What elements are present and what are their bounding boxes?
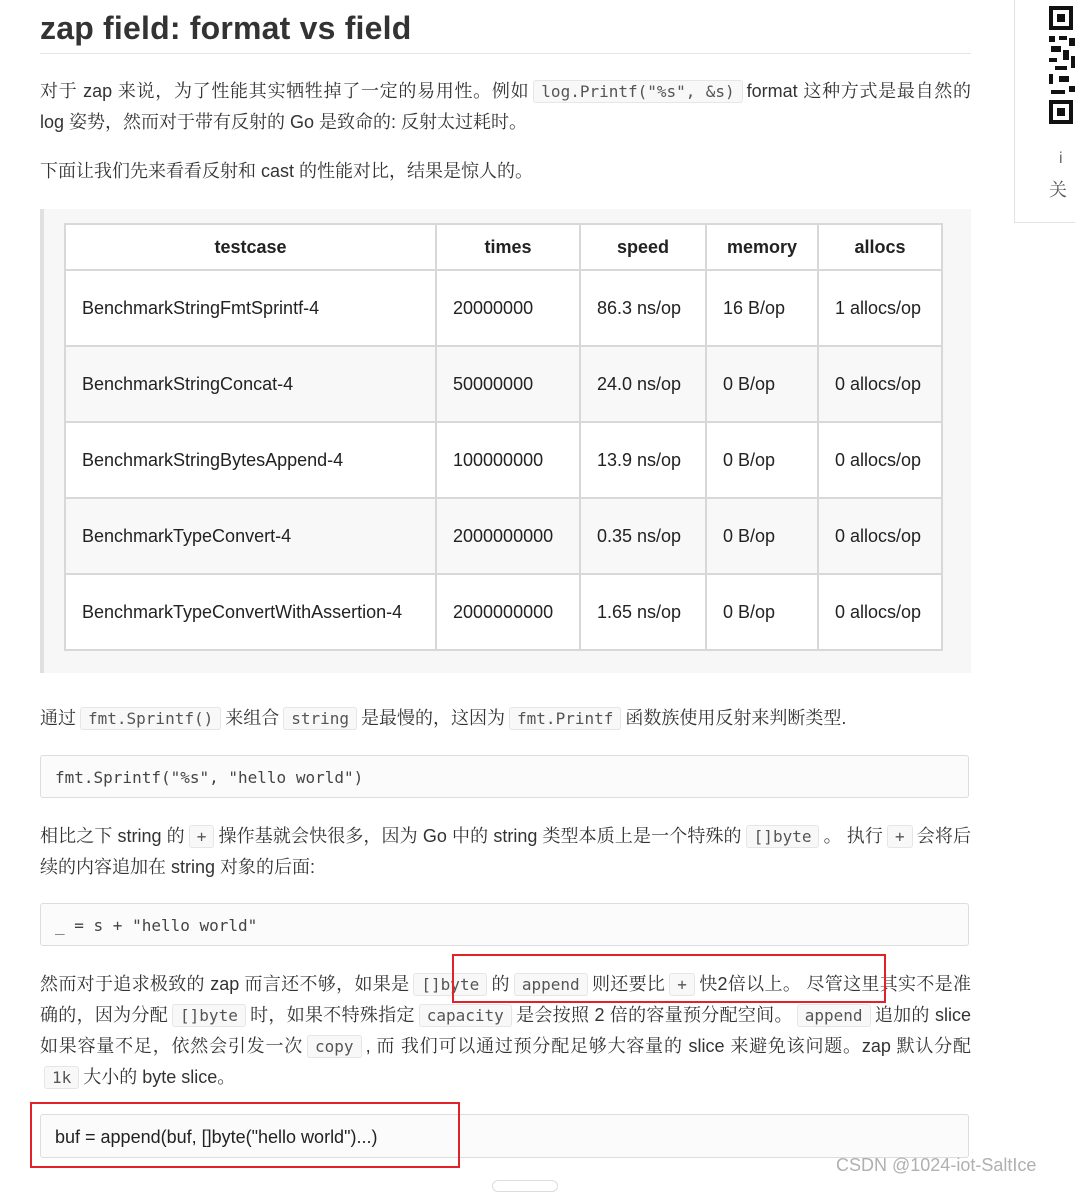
table-row bbox=[65, 574, 942, 650]
inline-code: + bbox=[669, 973, 695, 996]
inline-code: copy bbox=[307, 1035, 362, 1058]
code-block-sprintf: fmt.Sprintf("%s", "hello world") bbox=[40, 755, 969, 798]
inline-code: append bbox=[514, 973, 588, 996]
cell-testcase: BenchmarkStringConcat-4 bbox=[65, 346, 436, 422]
text: 然而对于追求极致的 zap 而言还不够，如果是 bbox=[40, 974, 410, 994]
paragraph-append bbox=[40, 969, 971, 1093]
inline-code: capacity bbox=[419, 1004, 512, 1027]
cell-allocs: 0 allocs/op bbox=[818, 498, 942, 574]
cell-memory: 0 B/op bbox=[706, 574, 818, 650]
cell-memory: 16 B/op bbox=[706, 270, 818, 346]
table-row bbox=[65, 422, 942, 498]
page-title: zap field: format vs field bbox=[40, 0, 971, 54]
paragraph-benchmark-intro: 下面让我们先来看看反射和 cast 的性能对比，结果是惊人的。 bbox=[40, 161, 534, 181]
paragraph-sprintf bbox=[40, 703, 971, 734]
cell-memory: 0 B/op bbox=[706, 498, 818, 574]
inline-code: + bbox=[887, 825, 913, 848]
text: 追加的 slice 如果容量不足，依然会引发一次 bbox=[40, 1005, 972, 1056]
table-row bbox=[65, 270, 942, 346]
text: format 这种方式是最自然的 log 姿势，然而对于带有反射的 Go 是致命的: 反射太过耗时。 bbox=[40, 81, 971, 132]
csdn-watermark: CSDN @1024-iot-SaltIce bbox=[836, 1155, 1037, 1175]
inline-code-log-printf: log.Printf("%s", &s) bbox=[533, 80, 742, 103]
cell-allocs: 1 allocs/op bbox=[818, 270, 942, 346]
text: 是会按照 2 倍的容量预分配空间。 bbox=[515, 1005, 793, 1025]
text: 大小的 byte slice。 bbox=[83, 1067, 236, 1087]
benchmark-table bbox=[64, 223, 943, 651]
column-header-speed: speed bbox=[580, 224, 706, 270]
benchmark-table-image bbox=[40, 209, 971, 673]
cell-times: 100000000 bbox=[436, 422, 580, 498]
text: 通过 bbox=[40, 708, 76, 728]
inline-code: []byte bbox=[413, 973, 487, 996]
cell-speed: 24.0 ns/op bbox=[580, 346, 706, 422]
cell-times: 20000000 bbox=[436, 270, 580, 346]
text: 相比之下 string 的 bbox=[40, 826, 185, 846]
table-row bbox=[65, 346, 942, 422]
text: 是最慢的，这因为 bbox=[361, 708, 506, 728]
inline-code: append bbox=[797, 1004, 871, 1027]
cell-allocs: 0 allocs/op bbox=[818, 422, 942, 498]
cell-times: 2000000000 bbox=[436, 498, 580, 574]
inline-code: 1k bbox=[44, 1066, 79, 1089]
text: 操作基就会快很多，因为 Go 中的 string 类型本质上是一个特殊的 bbox=[218, 826, 742, 846]
text: 的 bbox=[491, 974, 510, 994]
text: 会将后续的内容追加在 string 对象的后面: bbox=[40, 826, 972, 877]
cell-speed: 0.35 ns/op bbox=[580, 498, 706, 574]
text: 对于 zap 来说，为了性能其实牺牲掉了一定的易用性。例如 bbox=[40, 81, 530, 101]
cell-allocs: 0 allocs/op bbox=[818, 346, 942, 422]
bottom-toolbar-button[interactable] bbox=[492, 1180, 558, 1192]
table-header-row bbox=[65, 224, 942, 270]
table-row bbox=[65, 498, 942, 574]
cell-memory: 0 B/op bbox=[706, 346, 818, 422]
cell-memory: 0 B/op bbox=[706, 422, 818, 498]
text: 时，如果不特殊指定 bbox=[249, 1005, 415, 1025]
cell-testcase: BenchmarkStringFmtSprintf-4 bbox=[65, 270, 436, 346]
inline-code: + bbox=[189, 825, 215, 848]
paragraph-intro bbox=[40, 76, 971, 138]
text: 来组合 bbox=[225, 708, 280, 728]
column-header-allocs: allocs bbox=[818, 224, 942, 270]
sidebar-qr-card[interactable] bbox=[1014, 0, 1075, 223]
cell-allocs: 0 allocs/op bbox=[818, 574, 942, 650]
inline-code: []byte bbox=[172, 1004, 246, 1027]
sidebar-dot: i bbox=[1059, 150, 1063, 167]
column-header-times: times bbox=[436, 224, 580, 270]
cell-times: 50000000 bbox=[436, 346, 580, 422]
qr-code-icon bbox=[1047, 2, 1077, 130]
column-header-testcase: testcase bbox=[65, 224, 436, 270]
inline-code: fmt.Printf bbox=[509, 707, 621, 730]
article bbox=[40, 0, 972, 1147]
inline-code: fmt.Sprintf() bbox=[80, 707, 221, 730]
cell-testcase: BenchmarkTypeConvert-4 bbox=[65, 498, 436, 574]
inline-code: []byte bbox=[746, 825, 820, 848]
paragraph-concat bbox=[40, 821, 971, 883]
code-block-concat: _ = s + "hello world" bbox=[40, 903, 969, 946]
cell-speed: 13.9 ns/op bbox=[580, 422, 706, 498]
code-block-append: buf = append(buf, []byte("hello world")...) bbox=[40, 1114, 969, 1158]
text: 。 执行 bbox=[823, 826, 884, 846]
cell-testcase: BenchmarkTypeConvertWithAssertion-4 bbox=[65, 574, 436, 650]
column-header-memory: memory bbox=[706, 224, 818, 270]
cell-testcase: BenchmarkStringBytesAppend-4 bbox=[65, 422, 436, 498]
sidebar-follow-label: 关 bbox=[1049, 180, 1067, 200]
cell-times: 2000000000 bbox=[436, 574, 580, 650]
text: , 而 我们可以通过预分配足够大容量的 slice 来避免该问题。zap 默认分配 bbox=[365, 1036, 971, 1056]
cell-speed: 1.65 ns/op bbox=[580, 574, 706, 650]
text: 则还要比 bbox=[591, 974, 666, 994]
inline-code: string bbox=[283, 707, 357, 730]
cell-speed: 86.3 ns/op bbox=[580, 270, 706, 346]
text: 快2倍以上。 尽管这里其实不是准确的，因为分配 bbox=[40, 974, 972, 1025]
text: 函数族使用反射来判断类型. bbox=[625, 708, 847, 728]
